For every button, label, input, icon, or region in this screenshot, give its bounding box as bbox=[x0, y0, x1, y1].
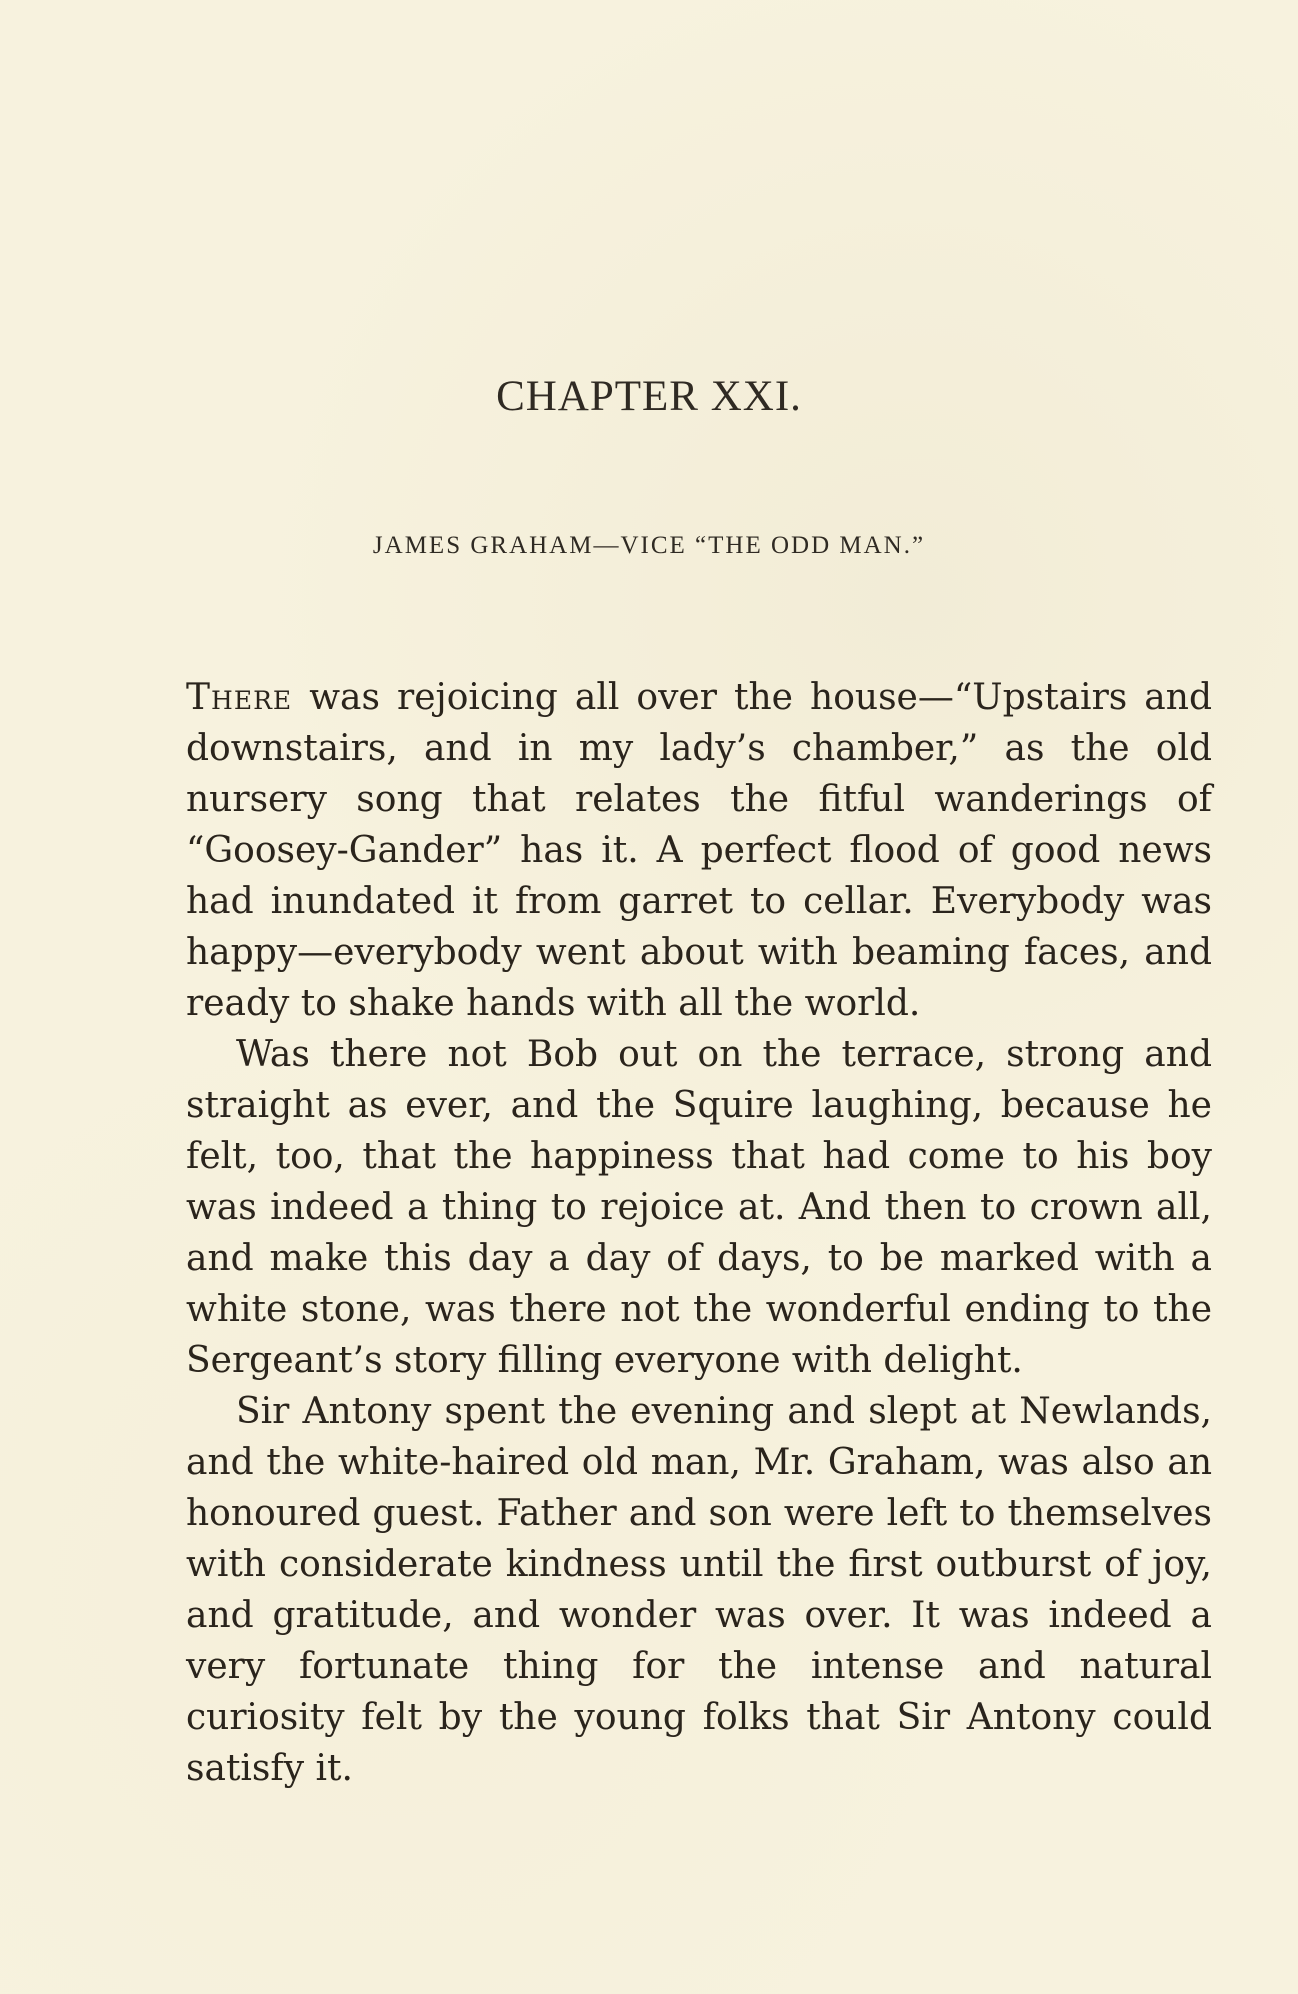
paragraph-3: Sir Antony spent the evening and slept at Newlands, and the white-haired old man, Mr. Graham, was also an honoured guest. Father and son were left to themselves with considerate kindness until the first outburst of joy, and gratitude, and wonder was over. It was indeed a very fortunate thing for the intense and natural curiosity felt by the young folks that Sir Antony could satisfy it. bbox=[186, 1391, 1212, 1789]
paragraph-lead-word: There bbox=[186, 677, 293, 718]
paragraph-1 bbox=[186, 672, 1212, 1029]
chapter-title: CHAPTER XXI. bbox=[496, 373, 802, 420]
chapter-subtitle: JAMES GRAHAM—VICE “THE ODD MAN.” bbox=[372, 532, 926, 559]
paragraph-2: Was there not Bob out on the terrace, strong and straight as ever, and the Squire laughing, because he felt, too, that the happiness that had come to his boy was indeed a thing to rejoice at. And then to crown all, and make this day a day of days, to be marked with a white stone, was there not the wonderful ending to the Sergeant’s story filling everyone with delight. bbox=[186, 1034, 1212, 1381]
paragraph-text: was rejoicing all over the house—“Upstairs and downstairs, and in my lady’s chamber,” as the old nursery song that relates the fitful wanderings of “Goosey-Gander” has it. A perfect flood of good news had inundated it from garret to cellar. Everybody was happy—everybody went about with beaming faces, and ready to shake hands with all the world. bbox=[186, 677, 1213, 1024]
body-text bbox=[186, 672, 1212, 1794]
